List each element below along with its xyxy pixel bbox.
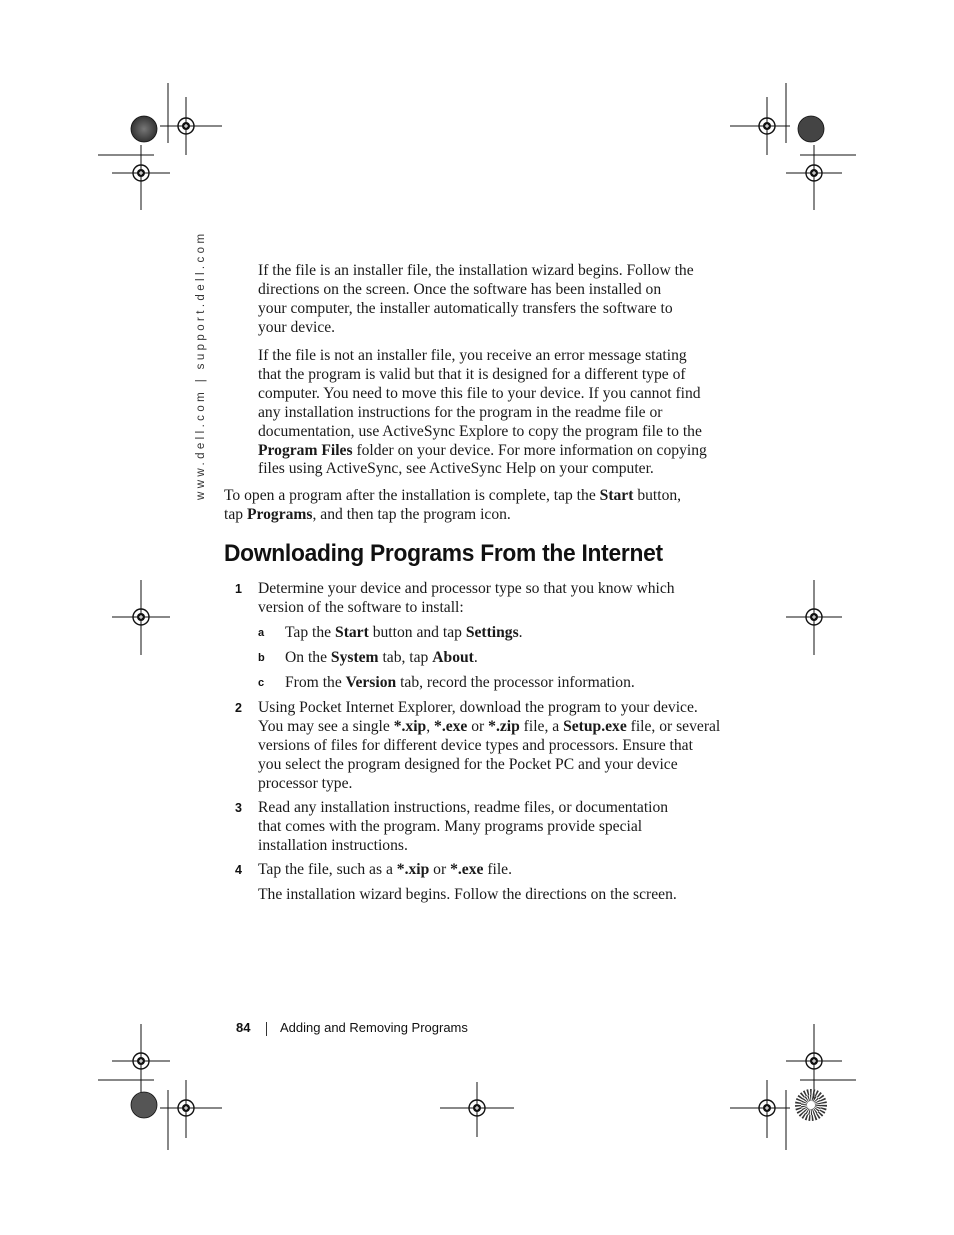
text-line: processor type. [258, 774, 353, 792]
color-bar-dot-icon [131, 1092, 157, 1118]
crop-mark-top-right [730, 83, 856, 210]
text-run: or [429, 861, 451, 878]
text-run: file, a [519, 717, 564, 735]
text-line: versions of files for different device types and processors. Ensure that [258, 736, 693, 754]
text-line: Read any installation instructions, readme files, or documentation [258, 799, 669, 816]
text-line [224, 506, 681, 525]
ui-term: Program Files [258, 441, 353, 459]
text-run: To open a program after the installation is complete, tap the [224, 487, 600, 504]
text-line: directions on the screen. Once the software has been installed on [258, 280, 662, 298]
text-run: , [426, 717, 435, 735]
text-run: Tap the [285, 624, 336, 641]
step-3 [258, 799, 668, 856]
sidebar-url: www.dell.com | support.dell.com [195, 230, 207, 500]
ui-term: Settings [465, 624, 519, 641]
section-heading: Downloading Programs From the Internet [224, 540, 663, 567]
step-number: 3 [235, 801, 242, 815]
file-type: Setup.exe [563, 717, 627, 735]
text-line: that the program is valid but that it is designed for a different type of [258, 365, 686, 383]
closing-text: The installation wizard begins. Follow the directions on the screen. [258, 886, 677, 903]
text-line: version of the software to install: [258, 598, 464, 616]
text-line: installation instructions. [258, 836, 408, 854]
text-line: any installation instructions for the program in the readme file or [258, 403, 663, 421]
text-run: Tap the file, such as a [258, 861, 397, 878]
text-line: Determine your device and processor type so that you know which [258, 580, 675, 597]
text-run: On the [285, 649, 331, 666]
text-line: If the file is not an installer file, you receive an error message stating [258, 347, 687, 364]
text-run: button and tap [368, 624, 466, 641]
text-run: tab, record the processor information. [396, 674, 635, 691]
text-run: or [467, 717, 489, 735]
text-line: that comes with the program. Many programs provide special [258, 817, 643, 835]
text-run: file. [483, 861, 512, 878]
substep-letter: b [258, 652, 265, 664]
text-run: tab, tap [378, 649, 433, 666]
crop-mark-top-left [98, 83, 222, 210]
text-run: From the [285, 674, 346, 691]
footer-divider [266, 1022, 267, 1036]
text-line: your device. [258, 318, 336, 336]
file-type: *.xip [393, 717, 427, 735]
substep-c [285, 674, 635, 693]
ui-term: Start [599, 487, 634, 504]
text-run: button, [633, 487, 682, 504]
chapter-title: Adding and Removing Programs [280, 1020, 468, 1035]
file-type: *.exe [450, 861, 484, 878]
color-bar-dot-icon [798, 116, 824, 142]
substep-a [285, 624, 523, 643]
intro-paragraph-2 [258, 347, 707, 479]
text-line [258, 718, 720, 737]
substep-letter: a [258, 627, 265, 639]
text-line: If the file is an installer file, the installation wizard begins. Follow the [258, 262, 694, 279]
step-number: 1 [235, 582, 242, 596]
intro-paragraph-3 [224, 487, 681, 525]
text-line [224, 487, 681, 506]
text-line: you select the program designed for the Pocket PC and your device [258, 755, 678, 773]
text-line: computer. You need to move this file to your device. If you cannot find [258, 384, 701, 402]
text-line: Using Pocket Internet Explorer, download the program to your device. [258, 699, 698, 716]
text-line: files using ActiveSync, see ActiveSync Help on your computer. [258, 460, 654, 478]
ui-term: About [432, 649, 474, 666]
text-run: You may see a single [258, 717, 394, 735]
file-type: *.zip [488, 717, 520, 735]
step-number: 4 [235, 863, 242, 877]
intro-paragraph-1 [258, 262, 694, 338]
step-number: 2 [235, 701, 242, 715]
file-type: *.exe [434, 717, 468, 735]
crop-mark-bottom-right [730, 1024, 856, 1150]
substep-letter: c [258, 677, 265, 689]
page-number: 84 [236, 1020, 251, 1035]
text-run: . [473, 649, 478, 666]
step-2 [258, 699, 720, 794]
step-4 [258, 861, 512, 880]
file-type: *.xip [396, 861, 430, 878]
ui-term: System [330, 649, 379, 666]
text-line: your computer, the installer automatically transfers the software to [258, 299, 673, 317]
crop-mark-bottom-left [98, 1024, 222, 1150]
ui-term: Start [335, 624, 369, 641]
text-run: , and then tap the program icon. [312, 505, 511, 523]
text-run: tap [224, 505, 247, 523]
ui-term: Programs [246, 505, 313, 523]
substep-b [285, 649, 478, 668]
ui-term: Version [345, 674, 397, 691]
step-1 [258, 580, 675, 618]
text-run: folder on your device. For more information on copying [352, 441, 707, 459]
color-bar-dot-icon [131, 116, 157, 142]
text-line [258, 442, 707, 461]
text-line: documentation, use ActiveSync Explore to copy the program file to the [258, 422, 702, 440]
text-run: file, or several [626, 717, 721, 735]
text-run: . [518, 624, 523, 641]
